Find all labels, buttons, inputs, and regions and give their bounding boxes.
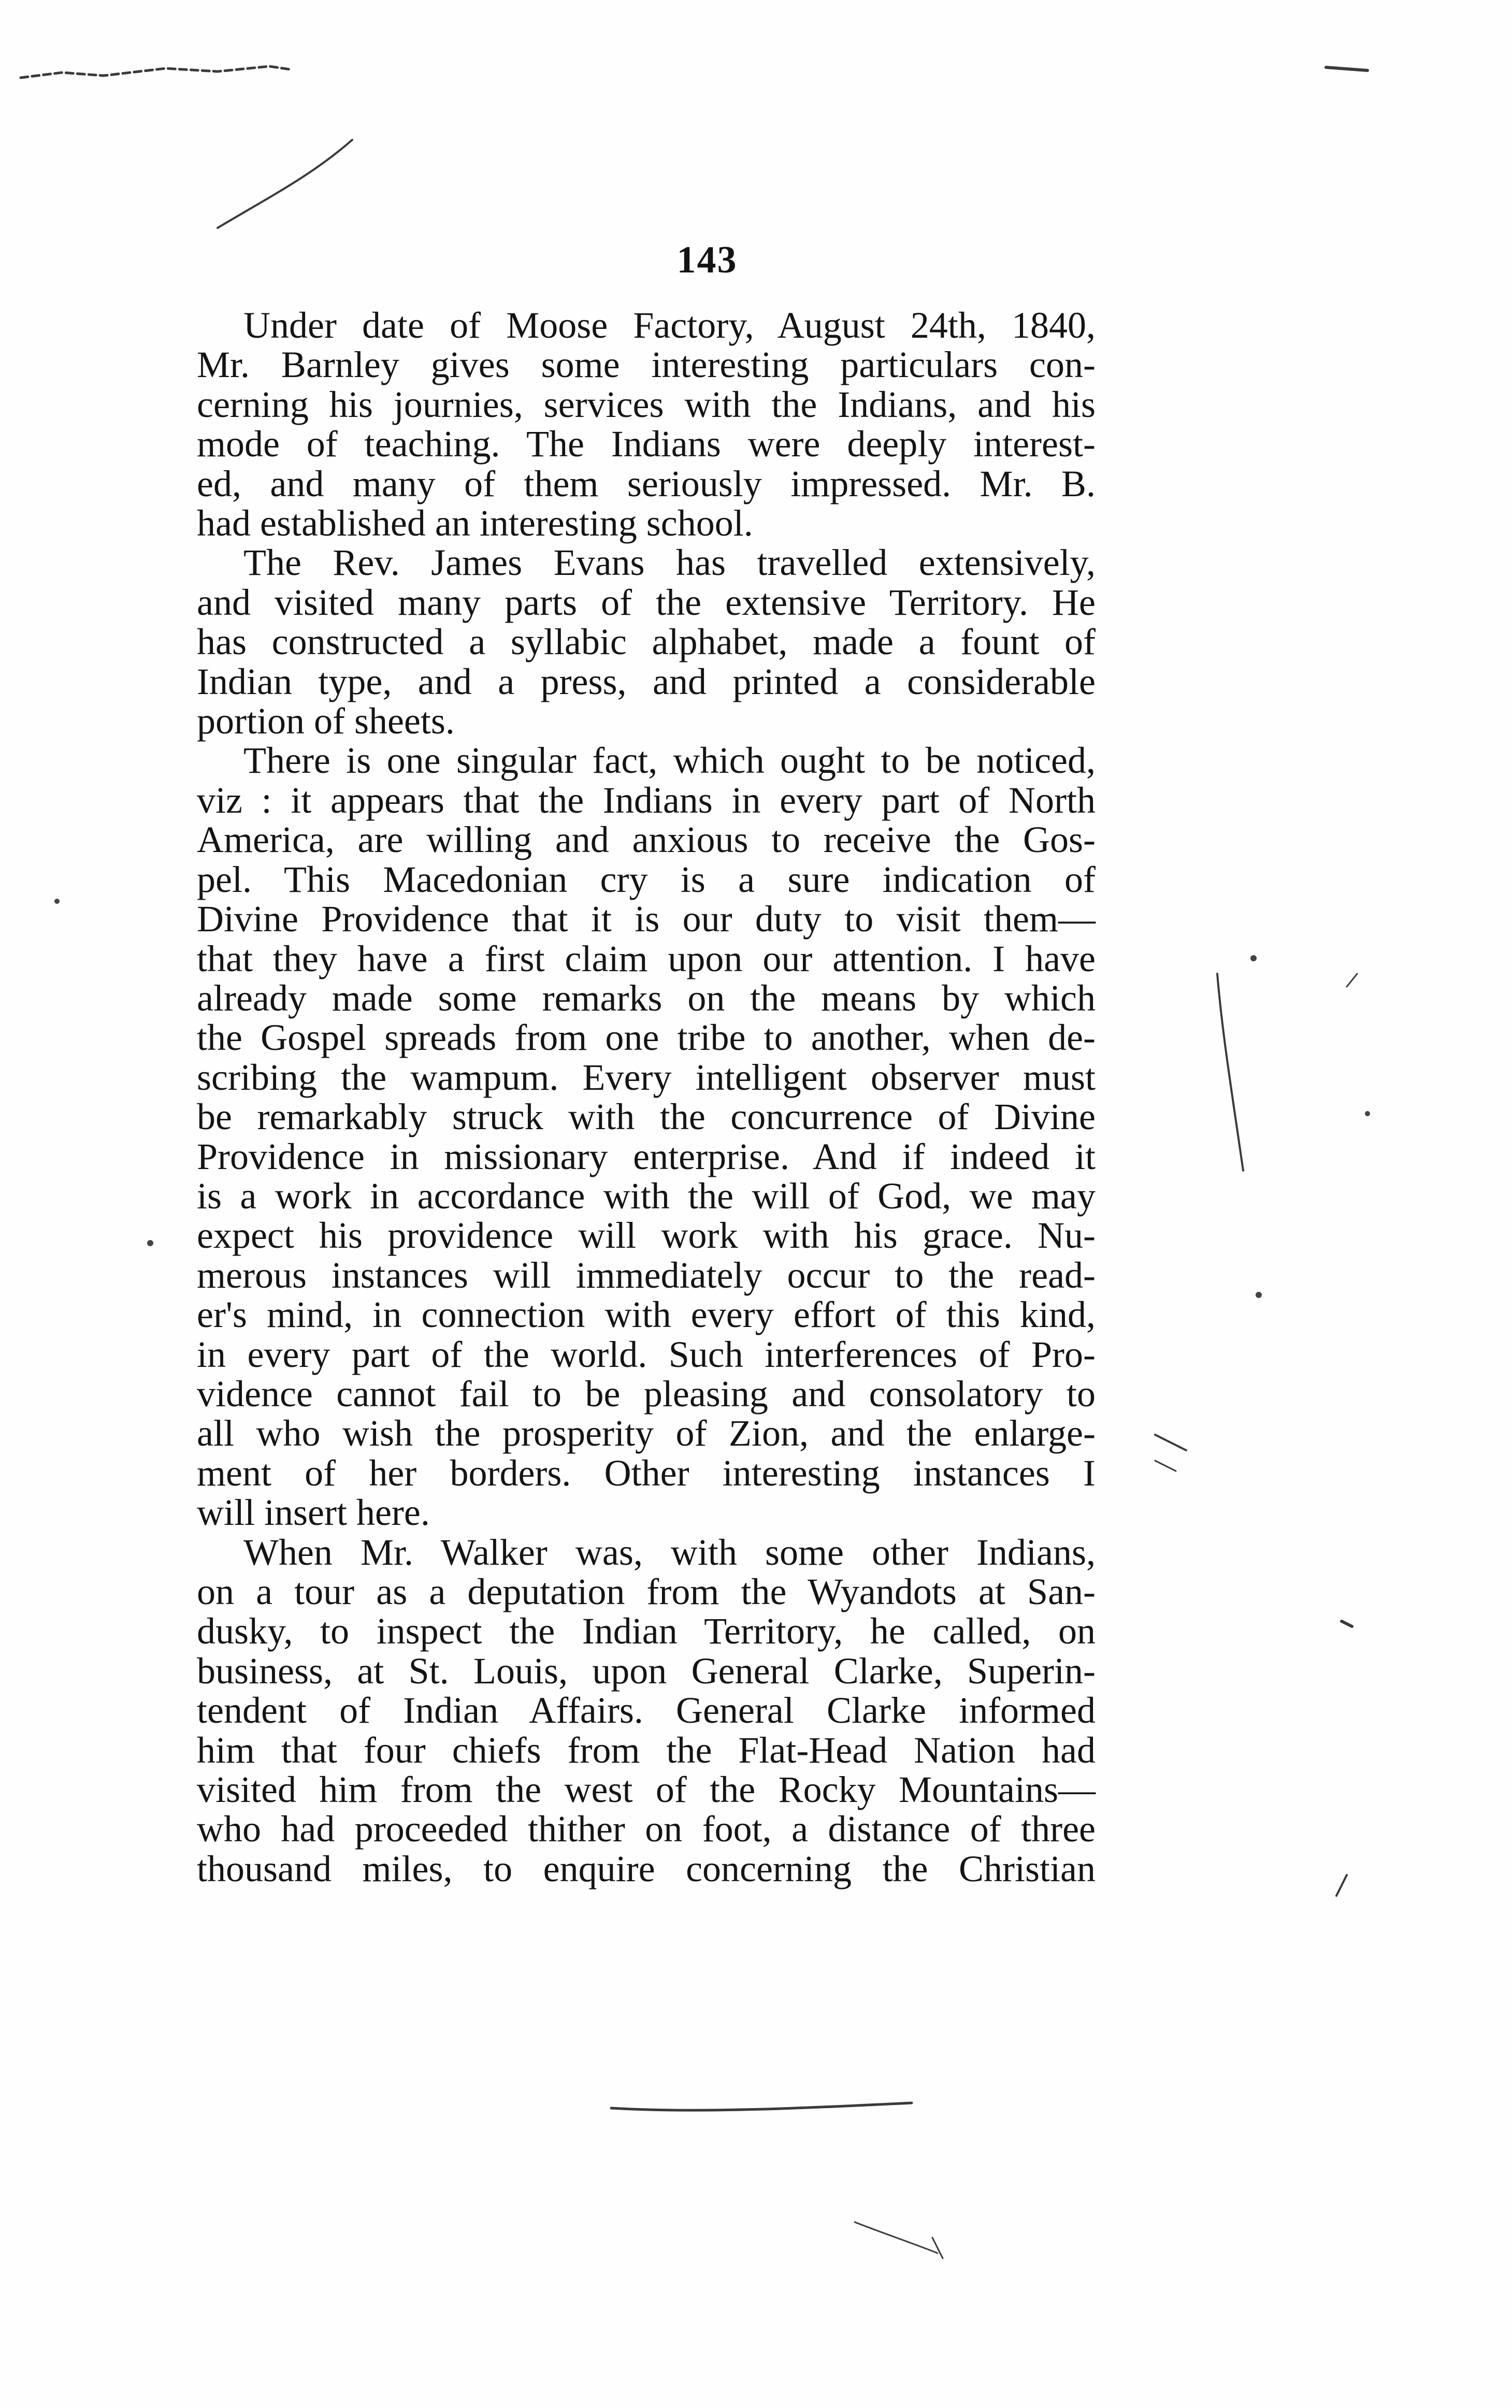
text-line: When Mr. Walker was, with some other Indians, bbox=[243, 1531, 1096, 1573]
text-line: already made some remarks on the means by which bbox=[197, 977, 1096, 1019]
text-line: all who wish the prosperity of Zion, and the enlarge- bbox=[197, 1412, 1096, 1454]
text-line: had established an interesting school. bbox=[197, 502, 753, 544]
text-line: will insert here. bbox=[197, 1492, 430, 1534]
text-line: ed, and many of them seriously impressed. Mr. B. bbox=[197, 463, 1096, 504]
text-line: be remarkably struck with the concurrence of Divine bbox=[197, 1096, 1096, 1138]
text-line: mode of teaching. The Indians were deeply interest- bbox=[197, 423, 1096, 465]
text-line: him that four chiefs from the Flat-Head Nation had bbox=[197, 1729, 1096, 1771]
text-line: the Gospel spreads from one tribe to another, when de- bbox=[197, 1017, 1096, 1059]
text-line: on a tour as a deputation from the Wyandots at San- bbox=[197, 1571, 1096, 1612]
page-number: 143 bbox=[676, 239, 738, 281]
text-line: scribing the wampum. Every intelligent observer must bbox=[197, 1056, 1096, 1098]
text-line: dusky, to inspect the Indian Territory, he called, on bbox=[197, 1610, 1096, 1652]
text-line: cerning his journies, services with the Indians, and his bbox=[197, 383, 1096, 425]
text-line: is a work in accordance with the will of God, we may bbox=[197, 1175, 1096, 1217]
text-line: who had proceeded thither on foot, a distance of three bbox=[197, 1808, 1096, 1850]
text-line: has constructed a syllabic alphabet, made a fount of bbox=[197, 621, 1096, 663]
body-text bbox=[197, 306, 1096, 1888]
text-line: tendent of Indian Affairs. General Clarke informed bbox=[197, 1690, 1096, 1732]
paragraph-3 bbox=[197, 741, 1096, 1532]
text-line: There is one singular fact, which ought to be noticed, bbox=[243, 740, 1096, 782]
text-line: er's mind, in connection with every effort of this kind, bbox=[197, 1294, 1096, 1336]
text-line: The Rev. James Evans has travelled extensively, bbox=[243, 542, 1096, 584]
paragraph-2 bbox=[197, 543, 1096, 741]
text-line: pel. This Macedonian cry is a sure indication of bbox=[197, 858, 1096, 900]
text-line: merous instances will immediately occur to the read- bbox=[197, 1254, 1096, 1296]
text-line: vidence cannot fail to be pleasing and consolatory to bbox=[197, 1373, 1096, 1415]
text-line: and visited many parts of the extensive Territory. He bbox=[197, 581, 1096, 623]
text-line: Mr. Barnley gives some interesting particulars con- bbox=[197, 344, 1096, 386]
text-line: portion of sheets. bbox=[197, 700, 455, 742]
text-line: business, at St. Louis, upon General Clarke, Superin- bbox=[197, 1650, 1096, 1692]
text-line: thousand miles, to enquire concerning the Christian bbox=[197, 1848, 1096, 1890]
text-line: viz : it appears that the Indians in every part of North bbox=[197, 779, 1096, 821]
text-line: Divine Providence that it is our duty to visit them— bbox=[197, 898, 1096, 940]
text-line: visited him from the west of the Rocky Mountains— bbox=[197, 1769, 1096, 1811]
text-line: America, are willing and anxious to receive the Gos- bbox=[197, 819, 1096, 861]
text-line: that they have a first claim upon our attention. I have bbox=[197, 938, 1096, 979]
paragraph-1 bbox=[197, 306, 1096, 543]
text-line: in every part of the world. Such interferences of Pro- bbox=[197, 1333, 1096, 1375]
text-line: Under date of Moose Factory, August 24th, 1840, bbox=[243, 305, 1096, 346]
text-line: expect his providence will work with his grace. Nu- bbox=[197, 1215, 1096, 1257]
text-line: Providence in missionary enterprise. And if indeed it bbox=[197, 1135, 1096, 1177]
text-line: ment of her borders. Other interesting instances I bbox=[197, 1452, 1096, 1494]
text-line: Indian type, and a press, and printed a considerable bbox=[197, 660, 1096, 702]
paragraph-4 bbox=[197, 1533, 1096, 1889]
